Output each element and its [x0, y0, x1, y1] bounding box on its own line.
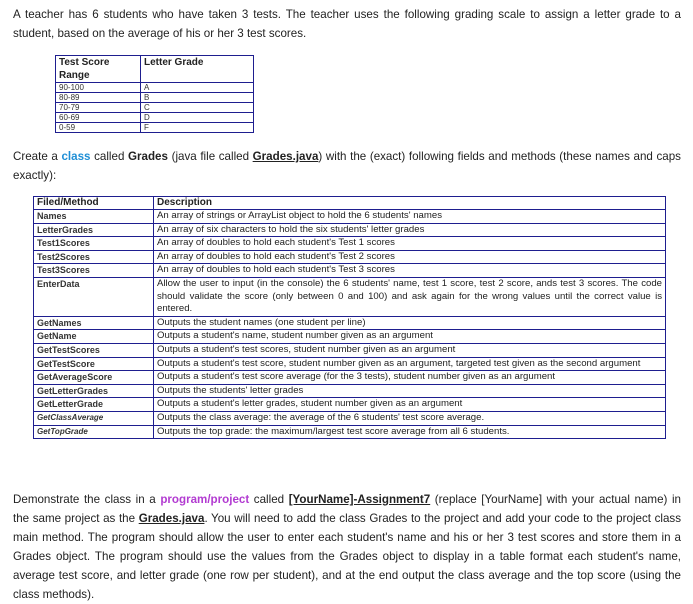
range-cell: 70-79: [56, 103, 141, 113]
create-text-3: (java file called: [167, 150, 253, 163]
intro-paragraph: [13, 5, 681, 43]
create-class-paragraph: [13, 147, 681, 185]
method-description-cell: Outputs a student's test scores, student number given as an argument: [154, 343, 666, 357]
method-name-cell: GetClassAverage: [34, 411, 154, 425]
grades-java-filename-2: Grades.java: [138, 512, 205, 525]
table-row: [56, 113, 254, 123]
method-description-cell: Outputs a student's name, student number given as an argument: [154, 330, 666, 344]
create-text-4: ) with the (exact) following fields and methods (these names and caps exactly):: [13, 150, 681, 182]
table-row: [34, 237, 666, 251]
range-cell: 90-100: [56, 83, 141, 93]
table-header-row: [34, 197, 666, 210]
table-row: [34, 411, 666, 425]
header-filed-method: Filed/Method: [34, 197, 154, 210]
method-description-cell: An array of six characters to hold the six students' letter grades: [154, 223, 666, 237]
table-row: [34, 357, 666, 371]
method-description-cell: An array of doubles to hold each student's Test 1 scores: [154, 237, 666, 251]
method-name-cell: EnterData: [34, 277, 154, 316]
method-name-cell: GetTestScores: [34, 343, 154, 357]
method-description-cell: Allow the user to input (in the console) the 6 students' name, test 1 score, test 2 score, ands test 3 scores. The code should validate the score (only between 0 and 100) and ask again for the wrong values until the correct value is entered.: [154, 277, 666, 316]
class-keyword: class: [61, 150, 91, 163]
fields-methods-table: [33, 196, 666, 439]
grades-java-filename: Grades.java: [252, 150, 319, 163]
intro-text: A teacher has 6 students who have taken 3 tests. The teacher uses the following grading scale to assign a letter grade to a student, based on the average of his or her 3 test scores.: [13, 8, 681, 40]
range-cell: 80-89: [56, 93, 141, 103]
method-description-cell: Outputs the top grade: the maximum/largest test score average from all 6 students.: [154, 425, 666, 439]
method-name-cell: GetNames: [34, 316, 154, 330]
table-row: [34, 343, 666, 357]
grade-cell: D: [141, 113, 254, 123]
demo-text-1: Demonstrate the class in a: [13, 493, 161, 506]
method-name-cell: Test3Scores: [34, 264, 154, 278]
method-name-cell: GetName: [34, 330, 154, 344]
demo-text-2: called: [249, 493, 289, 506]
grade-cell: F: [141, 123, 254, 133]
table-row: [56, 93, 254, 103]
method-description-cell: Outputs the class average: the average of the 6 students' test score average.: [154, 411, 666, 425]
assignment-name-keyword: [YourName]-Assignment7: [288, 493, 431, 506]
method-name-cell: GetTestScore: [34, 357, 154, 371]
create-text-2: called: [90, 150, 128, 163]
method-name-cell: Names: [34, 210, 154, 224]
method-name-cell: Test1Scores: [34, 237, 154, 251]
table-row: [56, 103, 254, 113]
table-row: [34, 371, 666, 385]
demo-text-3: (replace [YourName] with your actual name) in the same project as the: [13, 493, 681, 525]
demo-text-4: . You will need to add the class Grades to the project and add your code to the project class main method. The program should allow the user to enter each student's name and his or her 3 test scores and store them in a Grades object. The program should use the values from the Grades object to display in a table format each student's name, average test score, and letter grade (one row per student), and at the end output the class average and the top score (using the class methods).: [13, 512, 682, 601]
table-row: [34, 384, 666, 398]
method-description-cell: An array of strings or ArrayList object to hold the 6 students' names: [154, 210, 666, 224]
method-description-cell: Outputs the students' letter grades: [154, 384, 666, 398]
table-row: [34, 277, 666, 316]
grade-cell: B: [141, 93, 254, 103]
grade-cell: C: [141, 103, 254, 113]
program-project-keyword: program/project: [160, 493, 250, 506]
method-description-cell: An array of doubles to hold each student's Test 3 scores: [154, 264, 666, 278]
table-row: [56, 83, 254, 93]
range-cell: 0-59: [56, 123, 141, 133]
demonstrate-paragraph: [13, 490, 681, 604]
create-text-1: Create a: [13, 150, 62, 163]
method-name-cell: LetterGrades: [34, 223, 154, 237]
method-description-cell: Outputs a student's test score, student number given as an argument, targeted test given as the second argument: [154, 357, 666, 371]
method-name-cell: GetAverageScore: [34, 371, 154, 385]
range-cell: 60-69: [56, 113, 141, 123]
table-header-row: [56, 56, 254, 83]
grades-keyword: Grades: [128, 150, 168, 163]
method-name-cell: GetTopGrade: [34, 425, 154, 439]
table-row: [34, 250, 666, 264]
table-row: [34, 264, 666, 278]
table-row: [34, 398, 666, 412]
method-description-cell: An array of doubles to hold each student's Test 2 scores: [154, 250, 666, 264]
method-name-cell: GetLetterGrade: [34, 398, 154, 412]
header-test-score-range: Test Score Range: [56, 56, 141, 83]
table-row: [56, 123, 254, 133]
table-row: [34, 425, 666, 439]
grading-scale-table: [55, 55, 254, 133]
header-letter-grade: Letter Grade: [141, 56, 254, 83]
table-row: [34, 330, 666, 344]
table-row: [34, 223, 666, 237]
table-row: [34, 210, 666, 224]
grade-cell: A: [141, 83, 254, 93]
table-row: [34, 316, 666, 330]
method-name-cell: GetLetterGrades: [34, 384, 154, 398]
method-description-cell: Outputs a student's test score average (for the 3 tests), student number given as an argument: [154, 371, 666, 385]
header-description: Description: [154, 197, 666, 210]
method-description-cell: Outputs a student's letter grades, student number given as an argument: [154, 398, 666, 412]
method-description-cell: Outputs the student names (one student per line): [154, 316, 666, 330]
method-name-cell: Test2Scores: [34, 250, 154, 264]
